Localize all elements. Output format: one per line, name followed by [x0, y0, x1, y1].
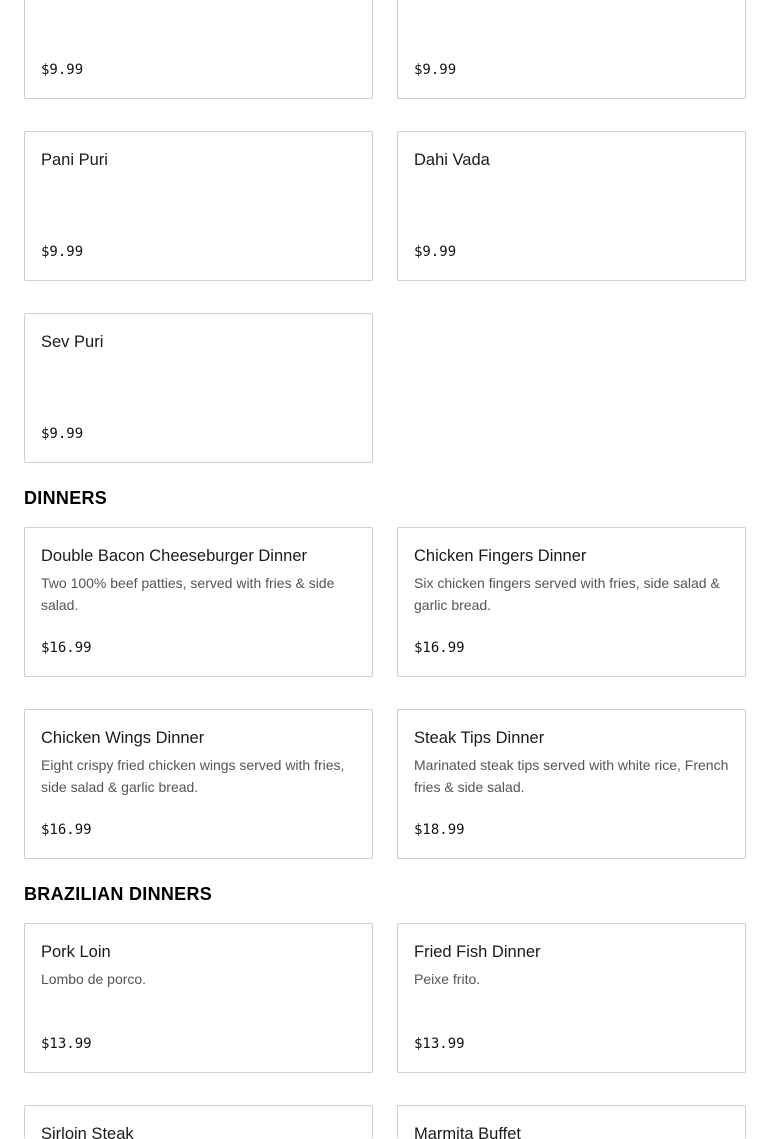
menu-item-dahi-vada[interactable] [397, 131, 746, 281]
item-name: Steak Tips Dinner [414, 729, 545, 747]
item-description: Six chicken fingers served with fries, side salad & garlic bread. [414, 575, 720, 613]
item-name: Dahi Vada [414, 151, 490, 169]
menu-item-card[interactable] [397, 0, 746, 99]
menu-item-card[interactable] [24, 0, 373, 99]
item-name: Chicken Fingers Dinner [414, 547, 587, 565]
menu-item-steak-tips-dinner[interactable] [397, 709, 746, 859]
menu-item-sirloin-steak[interactable] [24, 1105, 373, 1139]
menu-item-chicken-wings-dinner[interactable] [24, 709, 373, 859]
menu-item-pani-puri[interactable] [24, 131, 373, 281]
item-price: $9.99 [41, 62, 84, 78]
item-description: Lombo de porco. [41, 971, 147, 987]
item-name: Marmita Buffet [414, 1125, 521, 1139]
item-price: $16.99 [414, 640, 465, 656]
item-price: $13.99 [414, 1036, 465, 1052]
item-name: Chicken Wings Dinner [41, 729, 205, 747]
item-price: $9.99 [41, 244, 84, 260]
item-price: $16.99 [41, 640, 92, 656]
item-description: Marinated steak tips served with white rice, French fries & side salad. [414, 757, 729, 795]
item-name: Pani Puri [41, 151, 108, 169]
item-price: $9.99 [414, 244, 457, 260]
item-description: Eight crispy fried chicken wings served with fries, side salad & garlic bread. [41, 757, 345, 795]
item-price: $16.99 [41, 822, 92, 838]
item-name: Double Bacon Cheeseburger Dinner [41, 547, 307, 565]
item-name: Sev Puri [41, 333, 104, 351]
item-price: $18.99 [414, 822, 465, 838]
item-price: $13.99 [41, 1036, 92, 1052]
menu-item-marmita-buffet[interactable] [397, 1105, 746, 1139]
item-price: $9.99 [414, 62, 457, 78]
item-name: Sirloin Steak [41, 1125, 134, 1139]
section-heading-brazilian-dinners: BRAZILIAN DINNERS [24, 884, 213, 904]
menu-item-sev-puri[interactable] [24, 313, 373, 463]
item-price: $9.99 [41, 426, 84, 442]
menu-item-chicken-fingers-dinner[interactable] [397, 527, 746, 677]
section-heading-dinners: DINNERS [24, 488, 108, 508]
item-description: Two 100% beef patties, served with fries & side salad. [41, 575, 335, 613]
menu-item-fried-fish-dinner[interactable] [397, 923, 746, 1073]
menu-item-pork-loin[interactable] [24, 923, 373, 1073]
item-description: Peixe frito. [414, 971, 481, 987]
item-name: Fried Fish Dinner [414, 943, 541, 961]
item-name: Pork Loin [41, 943, 111, 961]
menu-item-double-bacon-cheeseburger-dinner[interactable] [24, 527, 373, 677]
